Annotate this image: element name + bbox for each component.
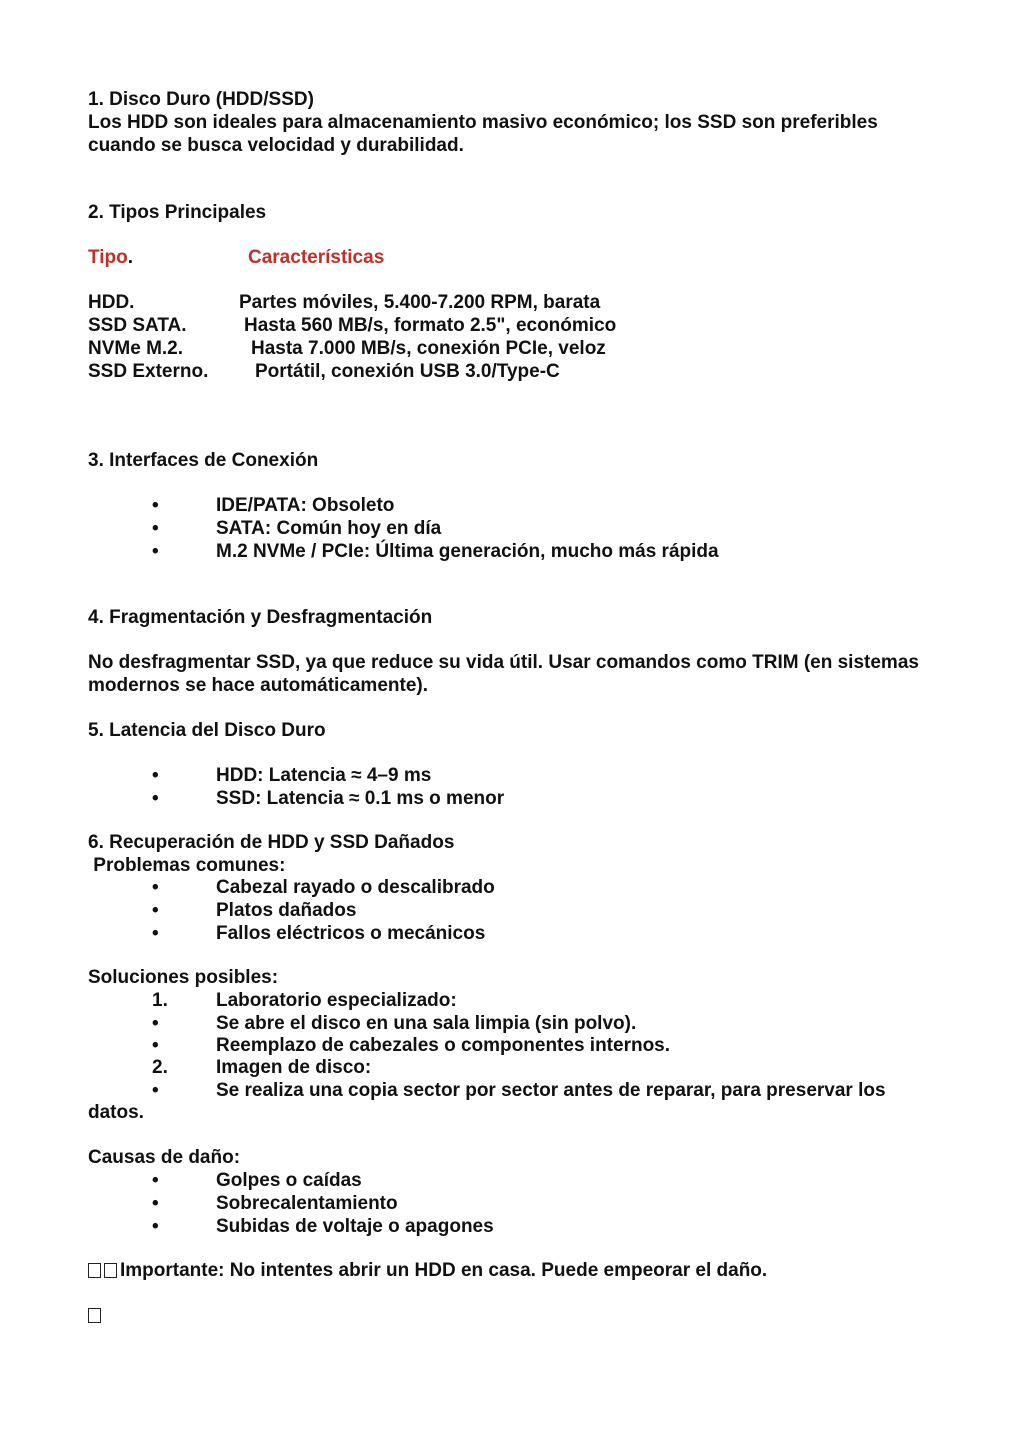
list-item: Subidas de voltaje o apagones	[216, 1216, 494, 1237]
bullet-marker: •	[152, 1216, 159, 1237]
list-item: Se abre el disco en una sala limpia (sin polvo).	[216, 1013, 637, 1034]
important-note	[88, 1259, 767, 1282]
section-4-title: 4. Fragmentación y Desfragmentación	[88, 607, 433, 628]
section-3-title: 3. Interfaces de Conexión	[88, 450, 319, 471]
section-5-title: 5. Latencia del Disco Duro	[88, 720, 326, 741]
table-row-desc: Partes móviles, 5.400-7.200 RPM, barata	[239, 292, 601, 313]
list-item: Laboratorio especializado:	[216, 990, 457, 1011]
list-item: Fallos eléctricos o mecánicos	[216, 923, 486, 944]
bullet-marker: •	[152, 1170, 159, 1191]
bullet-marker: •	[152, 788, 159, 809]
bullet-marker: •	[152, 900, 159, 921]
bullet-marker: •	[152, 518, 159, 539]
section-4-line-2: modernos se hace automáticamente).	[88, 675, 428, 696]
section-6-title: 6. Recuperación de HDD y SSD Dañados	[88, 832, 455, 853]
section-1-line-1: Los HDD son ideales para almacenamiento masivo económico; los SSD son preferibles	[88, 112, 878, 133]
table-row-desc: Hasta 7.000 MB/s, conexión PCIe, veloz	[251, 338, 606, 359]
bullet-marker: •	[152, 765, 159, 786]
bullet-marker: •	[152, 877, 159, 898]
header-type-label: Tipo	[88, 247, 128, 268]
header-type-dot: .	[127, 247, 134, 268]
table-row-desc: Portátil, conexión USB 3.0/Type-C	[255, 361, 560, 382]
bullet-marker: •	[152, 495, 159, 516]
solutions-label: Soluciones posibles:	[88, 967, 279, 988]
list-item: HDD: Latencia ≈ 4–9 ms	[216, 765, 432, 786]
solutions-tail: datos.	[88, 1102, 144, 1123]
list-item: Reemplazo de cabezales o componentes internos.	[216, 1035, 671, 1056]
section-1-title: 1. Disco Duro (HDD/SSD)	[88, 89, 314, 110]
list-item: SSD: Latencia ≈ 0.1 ms o menor	[216, 788, 505, 809]
list-item: Platos dañados	[216, 900, 357, 921]
list-item: SATA: Común hoy en día	[216, 518, 442, 539]
section-1-line-2: cuando se busca velocidad y durabilidad.	[88, 135, 464, 156]
table-row-type: NVMe M.2.	[88, 338, 184, 359]
list-item: IDE/PATA: Obsoleto	[216, 495, 395, 516]
list-item: Cabezal rayado o descalibrado	[216, 877, 495, 898]
trailing-glyph	[88, 1304, 104, 1327]
table-header-type	[88, 246, 133, 269]
important-text: Importante: No intentes abrir un HDD en casa. Puede empeorar el daño.	[120, 1260, 768, 1281]
bullet-marker: •	[152, 1193, 159, 1214]
section-2-title: 2. Tipos Principales	[88, 202, 267, 223]
table-row-type: SSD SATA.	[88, 315, 187, 336]
list-item: Imagen de disco:	[216, 1057, 372, 1078]
section-4-line-1: No desfragmentar SSD, ya que reduce su vida útil. Usar comandos como TRIM (en sistemas	[88, 652, 919, 673]
list-item: Se realiza una copia sector por sector antes de reparar, para preservar los	[216, 1080, 886, 1101]
table-row-type: SSD Externo.	[88, 361, 209, 382]
bullet-marker: •	[152, 923, 159, 944]
bullet-marker: •	[152, 541, 159, 562]
problems-label: Problemas comunes:	[88, 855, 286, 876]
list-marker: 1.	[152, 990, 168, 1011]
list-marker: •	[152, 1035, 159, 1056]
list-item: Golpes o caídas	[216, 1170, 362, 1191]
causes-label: Causas de daño:	[88, 1147, 241, 1168]
missing-glyph-icon	[88, 1263, 101, 1278]
table-row-type: HDD.	[88, 292, 135, 313]
table-header-characteristics: Características	[248, 247, 385, 268]
list-item: M.2 NVMe / PCIe: Última generación, mucho más rápida	[216, 541, 719, 562]
list-item: Sobrecalentamiento	[216, 1193, 398, 1214]
list-marker: •	[152, 1013, 159, 1034]
list-marker: •	[152, 1080, 159, 1101]
missing-glyph-icon	[104, 1263, 117, 1278]
list-marker: 2.	[152, 1057, 168, 1078]
table-row-desc: Hasta 560 MB/s, formato 2.5", económico	[244, 315, 617, 336]
missing-glyph-icon	[88, 1308, 101, 1323]
